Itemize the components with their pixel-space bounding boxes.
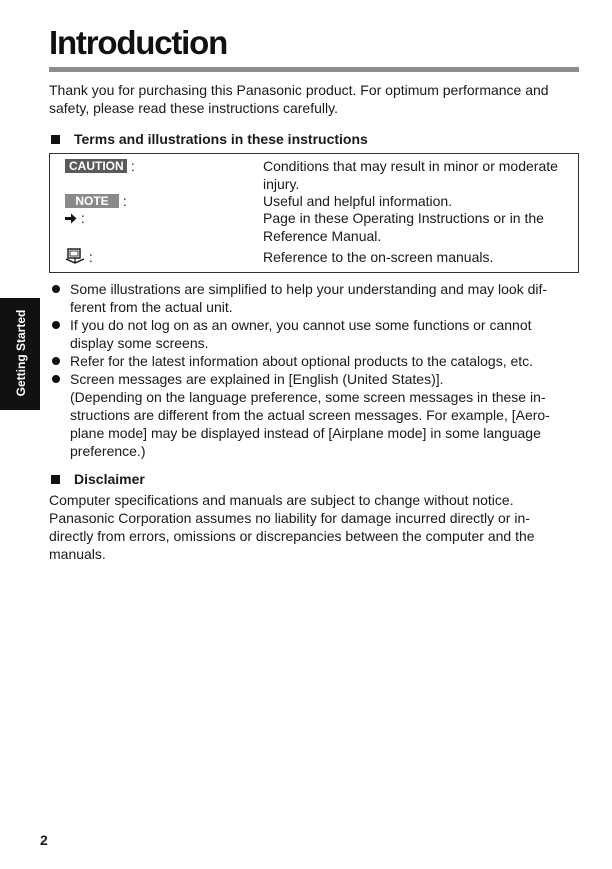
term-colon: : [127,158,135,174]
intro-paragraph [49,81,579,117]
square-bullet-icon [51,135,60,144]
list-item-line: preference.) [70,443,146,459]
arrow-right-icon [65,213,77,224]
bullet-dot-icon [52,357,60,365]
list-item-line: Screen messages are explained in [English (United States)]. [70,371,444,387]
list-item-line: structions are different from the actual screen messages. For example, [Aero- [70,407,550,423]
disclaimer-paragraph [49,491,579,563]
side-tab-label: Getting Started [14,309,28,397]
disclaimer-heading-text: Disclaimer [74,471,145,487]
square-bullet-icon [51,475,60,484]
list-item [49,316,579,352]
list-item-line: plane mode] may be displayed instead of [Airplane mode] in some language [70,425,541,441]
term-colon: : [119,193,127,209]
bullet-dot-icon [52,285,60,293]
term-desc-line: Conditions that may result in minor or moderate [263,158,558,174]
term-desc-line: injury. [263,176,300,192]
bullet-dot-icon [52,321,60,329]
list-item-line: Refer for the latest information about optional products to the catalogs, etc. [70,353,534,369]
list-item-line: (Depending on the language preference, some screen messages in these in- [70,389,546,405]
caution-badge: CAUTION [65,159,127,173]
term-desc-line: Page in these Operating Instructions or in the [263,210,544,226]
terms-heading [49,130,368,148]
term-description [263,192,574,210]
disclaimer-line: Panasonic Corporation assumes no liability for damage incurred directly or in- [49,510,530,526]
term-label [65,157,135,175]
bullet-dot-icon [52,375,60,383]
disclaimer-line: directly from errors, omissions or discrepancies between the computer and the [49,528,535,544]
term-label [65,192,127,210]
title-rule [49,67,579,72]
page-title: Introduction [49,24,228,61]
term-label [65,209,85,227]
terms-table [49,153,579,273]
notes-list [49,280,579,460]
term-desc-line: Reference Manual. [263,228,382,244]
term-description [263,248,574,266]
intro-line: safety, please read these instructions carefully. [49,100,338,116]
term-label [65,248,93,266]
intro-line: Thank you for purchasing this Panasonic product. For optimum performance and [49,82,549,98]
disclaimer-line: Computer specifications and manuals are subject to change without notice. [49,492,514,508]
list-item-line: Some illustrations are simplified to help your understanding and may look dif- [70,281,548,297]
list-item [49,280,579,316]
page-number: 2 [40,832,48,848]
list-item-line: display some screens. [70,335,209,351]
onscreen-manual-icon [65,248,85,265]
term-colon: : [77,210,85,226]
term-description [263,209,574,245]
term-desc-line: Useful and helpful information. [263,193,453,209]
term-desc-line: Reference to the on-screen manuals. [263,249,494,265]
disclaimer-heading [49,470,145,488]
terms-heading-text: Terms and illustrations in these instructions [74,131,368,147]
note-badge: NOTE [65,194,119,208]
term-colon: : [85,249,93,265]
list-item [49,352,579,370]
list-item-line: If you do not log on as an owner, you cannot use some functions or cannot [70,317,532,333]
list-item-line: ferent from the actual unit. [70,299,233,315]
term-description [263,157,574,193]
disclaimer-line: manuals. [49,546,106,562]
list-item [49,370,579,460]
